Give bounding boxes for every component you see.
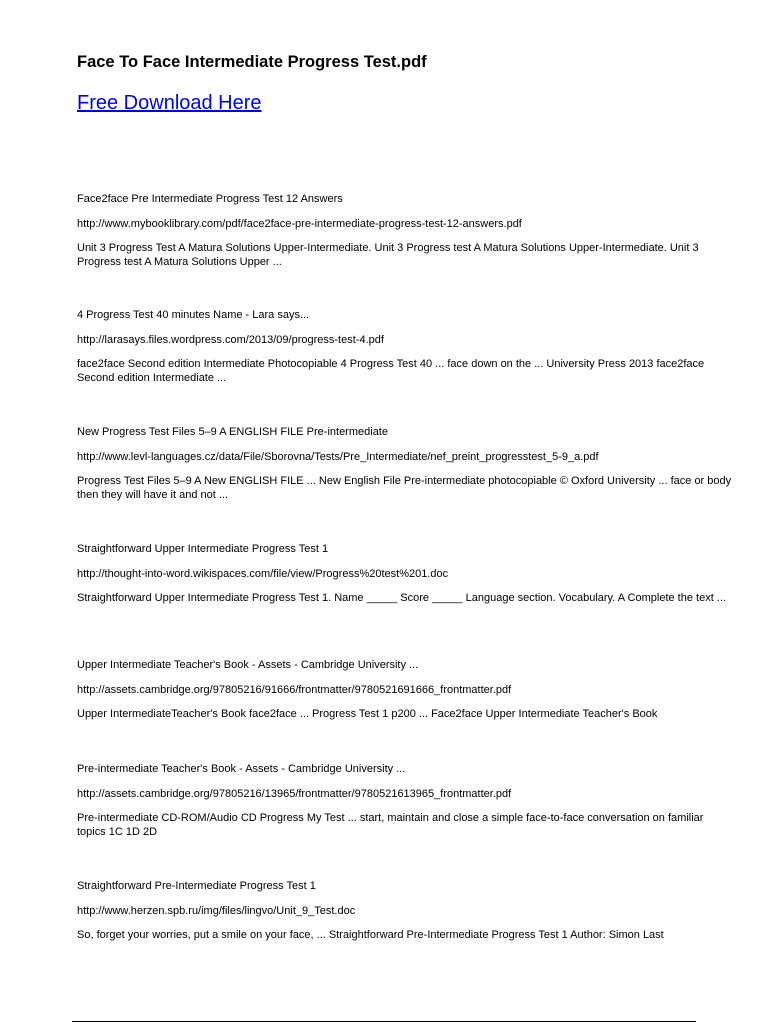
footer-divider bbox=[72, 1021, 696, 1022]
result-title[interactable]: Pre-intermediate Teacher's Book - Assets - Cambridge University ... bbox=[77, 763, 406, 775]
result-snippet: So, forget your worries, put a smile on your face, ... Straightforward Pre-Intermediate Progress Test 1 Author: Simon Last bbox=[77, 929, 664, 941]
document-title: Face To Face Intermediate Progress Test.pdf bbox=[77, 53, 427, 71]
result-snippet: Pre-intermediate CD-ROM/Audio CD Progress My Test ... start, maintain and close a simple face-to-face conversation on familiar topics 1C 1D 2D bbox=[77, 812, 704, 838]
result-item bbox=[77, 659, 733, 722]
result-item bbox=[77, 426, 733, 502]
result-item bbox=[77, 880, 733, 943]
result-snippet: Upper IntermediateTeacher's Book face2face ... Progress Test 1 p200 ... Face2face Upper Intermediate Teacher's Book bbox=[77, 708, 658, 720]
result-title[interactable]: New Progress Test Files 5–9 A ENGLISH FILE Pre-intermediate bbox=[77, 426, 388, 438]
result-url[interactable]: http://www.mybooklibrary.com/pdf/face2face-pre-intermediate-progress-test-12-answers.pdf bbox=[77, 217, 522, 230]
result-title[interactable]: Upper Intermediate Teacher's Book - Assets - Cambridge University ... bbox=[77, 659, 419, 671]
result-item bbox=[77, 309, 733, 385]
result-url[interactable]: http://larasays.files.wordpress.com/2013/09/progress-test-4.pdf bbox=[77, 333, 384, 346]
free-download-link[interactable]: Free Download Here bbox=[77, 92, 262, 114]
result-title[interactable]: Straightforward Pre-Intermediate Progress Test 1 bbox=[77, 880, 316, 892]
result-snippet: face2face Second edition Intermediate Photocopiable 4 Progress Test 40 ... face down on the ... University Press 2013 face2face Second edition Intermediate ... bbox=[77, 358, 705, 384]
result-title[interactable]: Face2face Pre Intermediate Progress Test 12 Answers bbox=[77, 193, 343, 205]
result-snippet: Straightforward Upper Intermediate Progress Test 1. Name _____ Score _____ Language section. Vocabulary. A Complete the text ... bbox=[77, 592, 726, 604]
result-title[interactable]: 4 Progress Test 40 minutes Name - Lara says... bbox=[77, 309, 310, 321]
result-item bbox=[77, 193, 733, 269]
result-item bbox=[77, 543, 733, 606]
result-snippet: Unit 3 Progress Test A Matura Solutions Upper-Intermediate. Unit 3 Progress test A Matura Solutions Upper-Intermediate. Unit 3 Progress test A Matura Solutions Upper ... bbox=[77, 242, 699, 268]
result-url[interactable]: http://thought-into-word.wikispaces.com/file/view/Progress%20test%201.doc bbox=[77, 567, 449, 580]
result-title[interactable]: Straightforward Upper Intermediate Progress Test 1 bbox=[77, 543, 329, 555]
result-url[interactable]: http://www.herzen.spb.ru/img/files/lingvo/Unit_9_Test.doc bbox=[77, 904, 356, 917]
result-snippet: Progress Test Files 5–9 A New ENGLISH FILE ... New English File Pre-intermediate photocopiable © Oxford University ... face or body then they will have it and not ... bbox=[77, 475, 732, 501]
result-url[interactable]: http://assets.cambridge.org/97805216/13965/frontmatter/9780521613965_frontmatter.pdf bbox=[77, 787, 512, 800]
result-url[interactable]: http://assets.cambridge.org/97805216/91666/frontmatter/9780521691666_frontmatter.pdf bbox=[77, 683, 512, 696]
result-url[interactable]: http://www.levl-languages.cz/data/File/Sborovna/Tests/Pre_Intermediate/nef_preint_progresstest_5-9_a.pdf bbox=[77, 450, 599, 463]
result-item bbox=[77, 763, 733, 839]
